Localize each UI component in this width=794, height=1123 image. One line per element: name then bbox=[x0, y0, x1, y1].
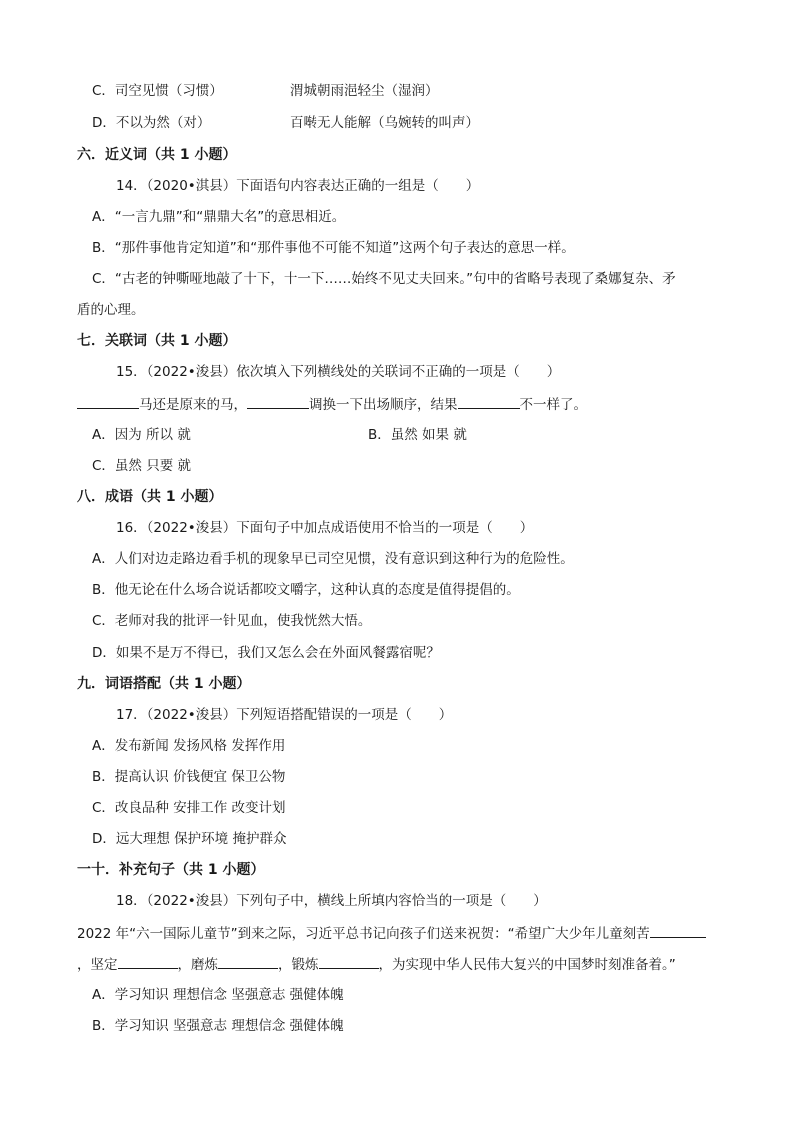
section-heading: 九．词语搭配（共 1 小题） bbox=[77, 676, 251, 692]
option-a: A．因为 所以 就 bbox=[92, 427, 191, 443]
section-heading: 八．成语（共 1 小题） bbox=[77, 489, 223, 505]
option-b: B．虽然 如果 就 bbox=[368, 427, 467, 443]
option-c-row bbox=[92, 81, 223, 101]
option-a: A．学习知识 理想信念 坚强意志 强健体魄 bbox=[92, 987, 344, 1003]
section-heading: 七．关联词（共 1 小题） bbox=[77, 333, 237, 349]
option-d-left: D．不以为然（对） bbox=[92, 115, 211, 131]
question-text: 17．（2022•浚县）下列短语搭配错误的一项是（ ） bbox=[116, 707, 453, 723]
sentence-part: 调换一下出场顺序，结果 bbox=[309, 397, 458, 413]
option-c-continued: 盾的心理。 bbox=[77, 302, 145, 318]
sentence-part: ，为实现中华人民伟大复兴的中国梦时刻准备着。” bbox=[378, 957, 676, 973]
option-d-row bbox=[92, 113, 210, 133]
blank-line bbox=[118, 954, 178, 969]
blank-line bbox=[247, 394, 309, 409]
option-c: C．老师对我的批评一针见血，使我恍然大悟。 bbox=[92, 613, 372, 629]
sentence-part: 不一样了。 bbox=[519, 397, 587, 413]
option-a: A．“一言九鼎”和“鼎鼎大名”的意思相近。 bbox=[92, 209, 346, 225]
blank-line bbox=[458, 394, 520, 409]
sentence-line-2 bbox=[77, 954, 676, 975]
option-d: D．远大理想 保护环境 掩护群众 bbox=[92, 831, 287, 847]
question-text: 15．（2022•浚县）依次填入下列横线处的关联词不正确的一项是（ ） bbox=[116, 364, 561, 380]
option-b: B．提高认识 价钱便宜 保卫公物 bbox=[92, 769, 286, 785]
blank-line bbox=[650, 923, 706, 938]
option-c: C．“古老的钟嘶哑地敲了十下，十一下……始终不见丈夫回来。”句中的省略号表现了桑娜复杂、矛 bbox=[92, 271, 676, 287]
blank-line bbox=[77, 394, 139, 409]
option-c-right: 渭城朝雨浥轻尘（湿润） bbox=[290, 83, 439, 99]
option-c: C．改良品种 安排工作 改变计划 bbox=[92, 800, 286, 816]
option-b: B．“那件事他肯定知道”和“那件事他不可能不知道”这两个句子表达的意思一样。 bbox=[92, 240, 575, 256]
option-c-left: C．司空见惯（习惯） bbox=[92, 83, 223, 99]
sentence-part: ，坚定 bbox=[77, 957, 118, 973]
question-text: 16．（2022•浚县）下面句子中加点成语使用不恰当的一项是（ ） bbox=[116, 520, 534, 536]
sentence-line-1 bbox=[77, 923, 706, 944]
option-c: C．虽然 只要 就 bbox=[92, 458, 192, 474]
option-b: B．学习知识 坚强意志 理想信念 强健体魄 bbox=[92, 1018, 344, 1034]
section-heading: 一十．补充句子（共 1 小题） bbox=[77, 862, 265, 878]
option-d-right: 百啭无人能解（乌婉转的叫声） bbox=[290, 115, 479, 131]
sentence-part: ，锻炼 bbox=[278, 957, 319, 973]
sentence-part: 马还是原来的马， bbox=[139, 397, 247, 413]
blank-line bbox=[319, 954, 379, 969]
option-b: B．他无论在什么场合说话都咬文嚼字，这种认真的态度是值得提倡的。 bbox=[92, 582, 520, 598]
option-a: A．人们对边走路边看手机的现象早已司空见惯，没有意识到这种行为的危险性。 bbox=[92, 551, 574, 567]
blank-line bbox=[218, 954, 278, 969]
sentence-part: 2022 年“六一国际儿童节”到来之际，习近平总书记向孩子们送来祝贺：“希望广大少年儿童刻苦 bbox=[77, 926, 650, 942]
question-text: 14．（2020•淇县）下面语句内容表达正确的一组是（ ） bbox=[116, 178, 480, 194]
option-a: A．发布新闻 发扬风格 发挥作用 bbox=[92, 738, 286, 754]
question-text: 18．（2022•浚县）下列句子中，横线上所填内容恰当的一项是（ ） bbox=[116, 893, 547, 909]
section-heading: 六．近义词（共 1 小题） bbox=[77, 147, 237, 163]
sentence-part: ，磨炼 bbox=[177, 957, 218, 973]
option-d: D．如果不是万不得已，我们又怎么会在外面风餐露宿呢？ bbox=[92, 645, 440, 661]
fill-sentence bbox=[77, 394, 587, 415]
